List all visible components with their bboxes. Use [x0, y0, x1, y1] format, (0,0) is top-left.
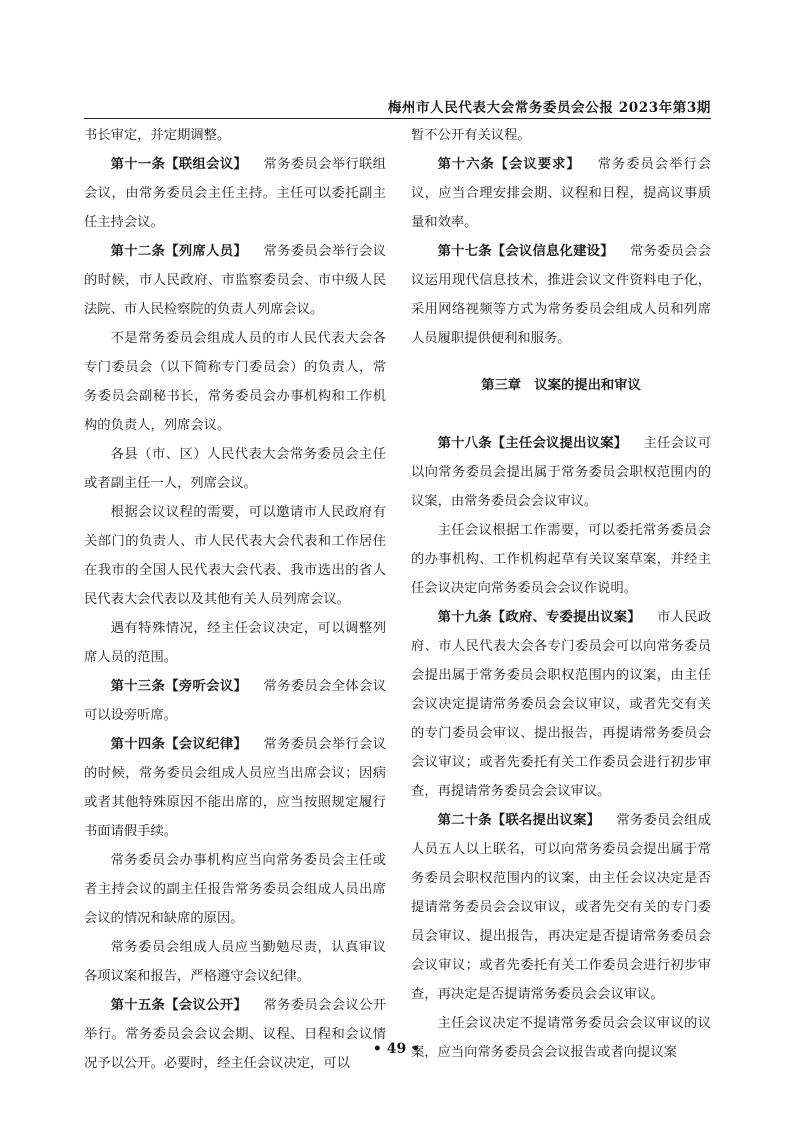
- body-paragraph: 不是常务委员会组成人员的市人民代表大会各专门委员会（以下简称专门委员会）的负责人，常务委员会副秘书长，常务委员会办事机构和工作机构的负责人，列席会议。: [84, 331, 386, 433]
- chapter-heading: 第三章 议案的提出和审议: [481, 378, 641, 393]
- article-heading: 第十一条【联组会议】: [110, 157, 248, 172]
- article-paragraph: [84, 991, 386, 1078]
- article-heading: 第十八条【主任会议提出议案】: [437, 436, 628, 451]
- body-paragraph: 常务委员会办事机构应当向常务委员会主任或者主持会议的副主任报告常务委员会组成人员出席会议的情况和缺席的原因。: [84, 853, 386, 926]
- article-text: 常务委员会举行会议的时候，常务委员会组成人员应当出席会议；因病或者其他特殊原因不能出席的，应当按照规定履行书面请假手续。: [84, 737, 387, 839]
- article-text: 常务委员会会议运用现代信息技术，推进会议文件资料电子化，采用网络视频等方式为常务委员会组成人员和列席人员履职提供便利和服务。: [411, 244, 712, 346]
- body-paragraph: 暂不公开有关议程。: [411, 128, 531, 143]
- body-paragraph: 书长审定，并定期调整。: [84, 128, 231, 143]
- article-paragraph: [84, 730, 386, 846]
- right-column: [411, 121, 711, 1067]
- body-paragraph: 主任会议决定不提请常务委员会会议审议的议案，应当向常务委员会会议报告或者向提议案: [411, 1016, 711, 1060]
- article-text: 主任会议可以向常务委员会提出属于常务委员会职权范围内的议案，由常务委员会会议审议。: [411, 436, 712, 509]
- article-text: 常务委员会会议公开举行。常务委员会会议会期、议程、日程和会议情况予以公开。必要时，经主任会议决定，可以: [84, 998, 387, 1071]
- article-paragraph: [84, 150, 386, 237]
- body-paragraph: 常务委员会组成人员应当勤勉尽责，认真审议各项议案和报告，严格遵守会议纪律。: [84, 940, 386, 984]
- body-paragraph: 主任会议根据工作需要，可以委托常务委员会的办事机构、工作机构起草有关议案草案，并经主任会议决定向常务委员会会议作说明。: [411, 523, 711, 596]
- article-text: 常务委员会组成人员五人以上联名，可以向常务委员会提出属于常务委员会职权范围内的议案，由主任会议决定是否提请常务委员会会议审议，或者先交有关的专门委员会审议、提出报告，再决定是否提请常务委员会会议审议；或者先委托有关工作委员会进行初步审查，再决定是否提请常务委员会会议审议。: [411, 813, 712, 1002]
- article-heading: 第十二条【列席人员】: [110, 244, 248, 259]
- body-paragraph: 遇有特殊情况，经主任会议决定，可以调整列席人员的范围。: [84, 621, 386, 665]
- body-paragraph: 根据会议议程的需要，可以邀请市人民政府有关部门的负责人、市人民代表大会代表和工作居住在我市的全国人民代表大会代表、我市选出的省人民代表大会代表以及其他有关人员列席会议。: [84, 505, 386, 607]
- article-heading: 第十七条【会议信息化建设】: [437, 244, 614, 259]
- article-paragraph: [84, 672, 386, 730]
- article-text: 常务委员会举行会议，应当合理安排会期、议程和日程，提高议事质量和效率。: [411, 157, 712, 230]
- left-column: [84, 121, 386, 1078]
- article-heading: 第十九条【政府、专委提出议案】: [437, 610, 641, 625]
- article-heading: 第二十条【联名提出议案】: [437, 813, 601, 828]
- journal-title: 梅州市人民代表大会常务委员会公报 2023年第3期: [387, 100, 711, 116]
- article-text: 市人民政府、市人民代表大会各专门委员会可以向常务委员会提出属于常务委员会职权范围内的议案，由主任会议决定提请常务委员会会议审议，或者先交有关的专门委员会审议、提出报告，再提请常务委员会会议审议；或者先委托有关工作委员会进行初步审查，再提请常务委员会会议审议。: [411, 610, 712, 799]
- article-paragraph: [84, 237, 386, 324]
- article-paragraph: [411, 603, 711, 806]
- article-paragraph: [411, 806, 711, 1009]
- article-heading: 第十六条【会议要求】: [437, 157, 581, 172]
- article-paragraph: [411, 237, 711, 353]
- article-paragraph: [411, 150, 711, 237]
- article-heading: 第十四条【会议纪律】: [110, 737, 248, 752]
- article-text: 常务委员会举行会议的时候，市人民政府、市监察委员会、市中级人民法院、市人民检察院的负责人列席会议。: [84, 244, 387, 317]
- body-paragraph: 各县（市、区）人民代表大会常务委员会主任或者副主任一人，列席会议。: [84, 447, 386, 491]
- article-heading: 第十五条【会议公开】: [110, 998, 248, 1013]
- article-paragraph: [411, 429, 711, 516]
- article-text: 常务委员会举行联组会议，由常务委员会主任主持。主任可以委托副主任主持会议。: [84, 157, 387, 230]
- article-heading: 第十三条【旁听会议】: [110, 679, 248, 694]
- page-number: • 49 •: [372, 1041, 421, 1057]
- page-header: [84, 96, 711, 119]
- article-text: 常务委员会全体会议可以设旁听席。: [84, 679, 387, 723]
